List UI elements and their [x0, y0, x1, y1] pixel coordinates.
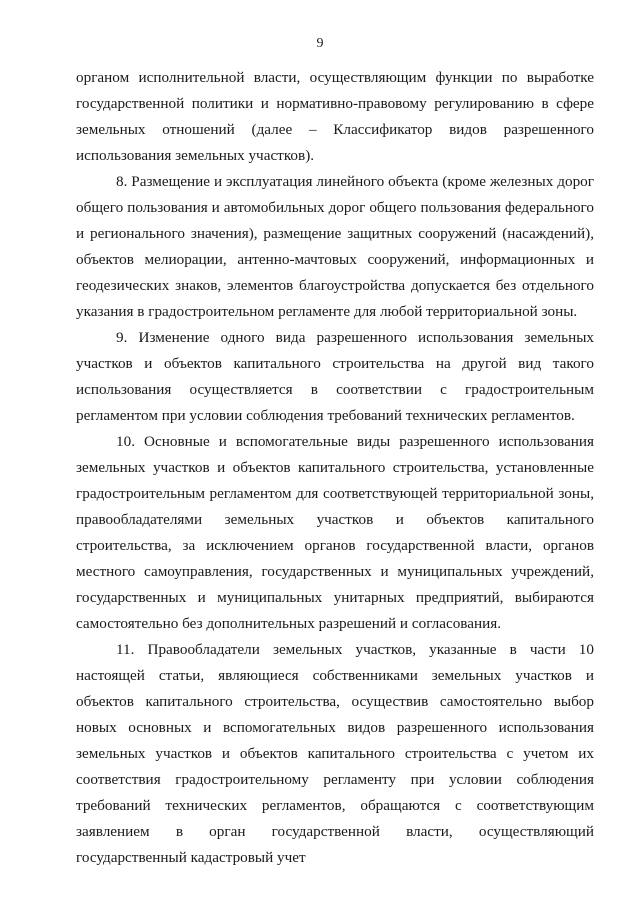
- paragraph-8: 8. Размещение и эксплуатация линейного объекта (кроме железных дорог общего пользования и автомобильных дорог общего пользования федерального и регионального значения), размещение защитных сооружений (насаждений), объектов мелиорации, антенно-мачтовых сооружений, информационных и геодезических знаков, элементов благоустройства допускается без отдельного указания в градостроительном регламенте для любой территориальной зоны.: [76, 173, 594, 320]
- paragraph-11: 11. Правообладатели земельных участков, указанные в части 10 настоящей статьи, являющиеся собственниками земельных участков и объектов капитального строительства, осуществив самостоятельно выбор новых основных и вспомогательных видов разрешенного использования земельных участков и объектов капитального строительства с учетом их соответствия градостроительному регламенту при условии соблюдения требований технических регламентов, обращаются с соответствующим заявлением в орган государственной власти, осуществляющий государственный кадастровый учет: [76, 641, 594, 866]
- paragraph-10: 10. Основные и вспомогательные виды разрешенного использования земельных участков и объектов капитального строительства, установленные градостроительным регламентом для соответствующей территориальной зоны, правообладателями земельных участков и объектов капитального строительства, за исключением органов государственной власти, органов местного самоуправления, государственных и муниципальных учреждений, государственных и муниципальных унитарных предприятий, выбираются самостоятельно без дополнительных разрешений и согласования.: [76, 433, 594, 632]
- page-number: 9: [316, 36, 324, 51]
- paragraph-9: 9. Изменение одного вида разрешенного использования земельных участков и объектов капитального строительства на другой вид такого использования осуществляется в соответствии с градостроительным регламентом при условии соблюдения требований технических регламентов.: [76, 329, 594, 424]
- paragraph-continuation: органом исполнительной власти, осуществляющим функции по выработке государственной политики и нормативно-правовому регулированию в сфере земельных отношений (далее – Классификатор видов разрешенного использования земельных участков).: [76, 69, 594, 164]
- document-body: [76, 65, 594, 871]
